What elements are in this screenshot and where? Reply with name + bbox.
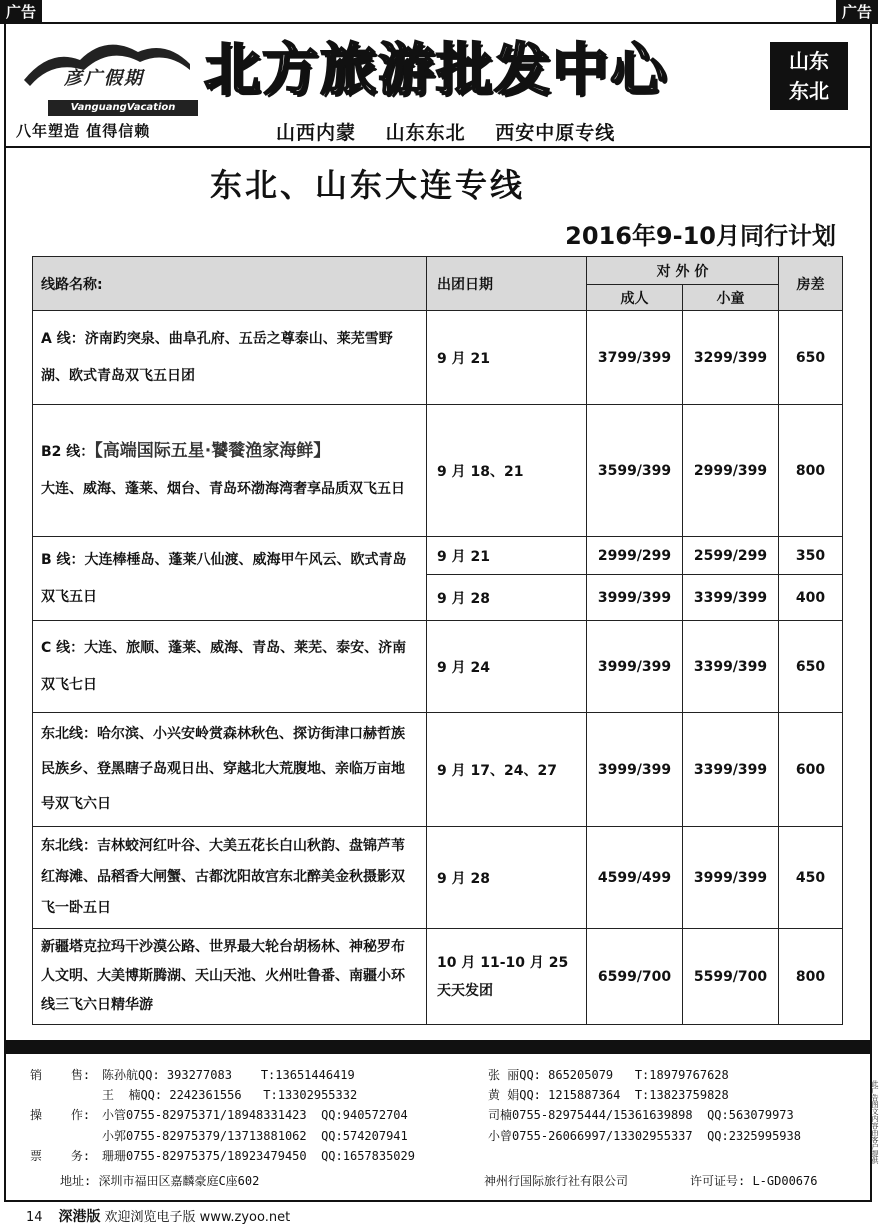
date-cell: 9 月 28 <box>427 575 587 621</box>
sales-contact-2: 王 楠QQ: 2242361556 T:13302955332 <box>102 1088 358 1102</box>
license-number: 许可证号: L-GD00676 <box>690 1174 818 1188</box>
brand-name-cn: 彦广假期 <box>64 68 144 89</box>
adult-price-cell: 3599/399 <box>587 405 683 537</box>
adult-price-cell: 3799/399 <box>587 311 683 405</box>
route-cell: B 线：大连棒棰岛、蓬莱八仙渡、威海甲午风云、欧式青岛双飞五日 <box>33 537 427 621</box>
child-price-cell: 3399/399 <box>683 621 779 713</box>
table-row <box>33 827 843 929</box>
company-name: 神州行国际旅行社有限公司 <box>484 1174 629 1188</box>
sub-routes: 山西内蒙 山东东北 西安中原专线 <box>276 122 616 144</box>
date-cell: 9 月 21 <box>427 537 587 575</box>
child-price-cell: 3399/399 <box>683 713 779 827</box>
child-price-cell: 3299/399 <box>683 311 779 405</box>
diff-cell: 350 <box>779 537 843 575</box>
header-price: 对 外 价 <box>587 257 779 285</box>
ops-contact-1: 小管0755-82975371/18948331423 QQ:940572704 <box>102 1108 408 1122</box>
plan-title: 2016年9-10月同行计划 <box>565 222 836 250</box>
adult-price-cell: 4599/499 <box>587 827 683 929</box>
diff-cell: 650 <box>779 621 843 713</box>
adult-price-cell: 3999/399 <box>587 621 683 713</box>
ad-tag-right: 广告 <box>836 0 878 24</box>
ops-contact-4: 小曾0755-26066997/13302955337 QQ:2325995938 <box>488 1129 801 1143</box>
diff-cell: 800 <box>779 405 843 537</box>
route-table <box>32 256 843 1025</box>
table-row <box>33 537 843 575</box>
route-cell: C 线：大连、旅顺、蓬莱、威海、青岛、莱芜、泰安、济南双飞七日 <box>33 621 427 713</box>
route-cell <box>33 405 427 537</box>
child-price-cell: 3399/399 <box>683 575 779 621</box>
table-row <box>33 929 843 1025</box>
header-date: 出团日期 <box>427 257 587 311</box>
route-cell: 新疆塔克拉玛干沙漠公路、世界最大轮台胡杨林、神秘罗布人文明、大美博斯腾湖、天山天池、火州吐鲁番、南疆小环线三飞六日精华游 <box>33 929 427 1025</box>
adult-price-cell: 3999/399 <box>587 575 683 621</box>
date-cell: 9 月 17、24、27 <box>427 713 587 827</box>
adult-price-cell: 3999/399 <box>587 713 683 827</box>
site-link[interactable]: 欢迎浏览电子版 www.zyoo.net <box>104 1210 291 1225</box>
table-row <box>33 713 843 827</box>
route-cell: 东北线：哈尔滨、小兴安岭赏森林秋色、探访街津口赫哲族民族乡、登黑瞎子岛观日出、穿越北大荒腹地、亲临万亩地号双飞六日 <box>33 713 427 827</box>
header-adult: 成人 <box>587 285 683 311</box>
slogan: 八年塑造 值得信赖 <box>16 122 151 140</box>
address: 地址: 深圳市福田区嘉麟豪庭C座602 <box>60 1174 260 1188</box>
ops-label: 操 作: <box>30 1108 91 1122</box>
route-highlight: 【高端国际五星·饕餮渔家海鲜】 <box>94 441 331 461</box>
header-child: 小童 <box>683 285 779 311</box>
date-cell: 9 月 28 <box>427 827 587 929</box>
center-title: 北方旅游批发中心 <box>204 38 668 103</box>
sales-label: 销 售: <box>30 1068 91 1082</box>
badge-line-1: 山东 <box>789 49 829 73</box>
diff-cell: 650 <box>779 311 843 405</box>
ad-tag-left: 广告 <box>0 0 42 24</box>
ticket-label: 票 务: <box>30 1149 91 1163</box>
date-cell: 10 月 11-10 月 25 天天发团 <box>427 929 587 1025</box>
sales-contact-1: 陈孙航QQ: 393277083 T:13651446419 <box>102 1068 355 1082</box>
table-row <box>33 311 843 405</box>
header-divider <box>6 146 870 148</box>
route-text: 大连、威海、蓬莱、烟台、青岛环渤海湾奢享品质双飞五日 <box>41 481 405 497</box>
table-row <box>33 405 843 537</box>
route-prefix: B2 线： <box>41 444 95 460</box>
route-cell: 东北线：吉林蛟河红叶谷、大美五花长白山秋韵、盘锦芦苇红海滩、品稻香大闸蟹、古都沈阳故宫东北醉美金秋摄影双飞一卧五日 <box>33 827 427 929</box>
header-diff: 房差 <box>779 257 843 311</box>
badge-line-2: 东北 <box>789 79 829 103</box>
child-price-cell: 2999/399 <box>683 405 779 537</box>
brand-logo <box>20 34 192 122</box>
child-price-cell: 5599/700 <box>683 929 779 1025</box>
sales-contact-4: 黄 娟QQ: 1215887364 T:13823759828 <box>488 1088 729 1102</box>
section-title: 东北、山东大连专线 <box>210 166 526 204</box>
diff-cell: 400 <box>779 575 843 621</box>
date-cell: 9 月 18、21 <box>427 405 587 537</box>
edition-label: 深港版 <box>58 1209 101 1225</box>
route-cell: A 线：济南趵突泉、曲阜孔府、五岳之尊泰山、莱芜雪野湖、欧式青岛双飞五日团 <box>33 311 427 405</box>
diff-cell: 600 <box>779 713 843 827</box>
brand-name-en: VanguangVacation <box>48 100 198 116</box>
page-number: 14 <box>26 1210 43 1225</box>
ticket-contact-1: 珊珊0755-82975375/18923479450 QQ:1657835029 <box>102 1149 415 1163</box>
sales-contact-3: 张 丽QQ: 865205079 T:18979767628 <box>488 1068 729 1082</box>
page-folio <box>26 1206 290 1226</box>
ops-contact-3: 司楠0755-82975444/15361639898 QQ:563079973 <box>488 1108 794 1122</box>
side-note: 此广告图文内容由客户提供 <box>871 1080 879 1164</box>
diff-cell: 800 <box>779 929 843 1025</box>
adult-price-cell: 6599/700 <box>587 929 683 1025</box>
child-price-cell: 2599/299 <box>683 537 779 575</box>
ops-contact-2: 小郭0755-82975379/13713881062 QQ:574207941 <box>102 1129 408 1143</box>
header-route: 线路名称: <box>33 257 427 311</box>
date-cell: 9 月 21 <box>427 311 587 405</box>
adult-price-cell: 2999/299 <box>587 537 683 575</box>
child-price-cell: 3999/399 <box>683 827 779 929</box>
diff-cell: 450 <box>779 827 843 929</box>
date-cell: 9 月 24 <box>427 621 587 713</box>
table-row <box>33 621 843 713</box>
region-badge <box>770 42 848 110</box>
